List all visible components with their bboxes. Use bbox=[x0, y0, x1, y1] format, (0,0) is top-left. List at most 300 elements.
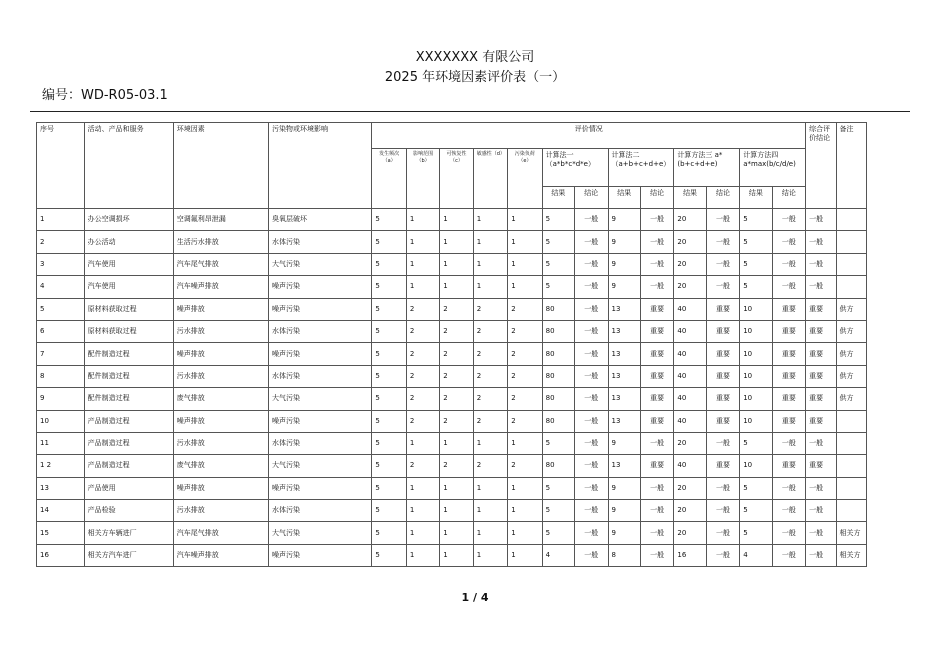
table-cell: 一般 bbox=[575, 209, 608, 231]
table-cell: 5 bbox=[542, 522, 574, 544]
header-conclusion: 结论 bbox=[706, 187, 739, 209]
table-cell: 13 bbox=[608, 343, 640, 365]
evaluation-table bbox=[36, 122, 867, 567]
page-number: 1 / 4 bbox=[461, 591, 489, 604]
table-cell: 重要 bbox=[706, 410, 739, 432]
table-cell: 5 bbox=[542, 253, 574, 275]
table-cell: 13 bbox=[608, 320, 640, 342]
company-name: XXXXXXX 有限公司 bbox=[415, 50, 535, 65]
table-row bbox=[37, 410, 867, 432]
table-cell: 一般 bbox=[575, 432, 608, 454]
table-cell: 13 bbox=[608, 365, 640, 387]
table-cell: 1 bbox=[473, 253, 507, 275]
table-cell: 16 bbox=[674, 544, 706, 566]
table-cell: 5 bbox=[740, 477, 772, 499]
table-cell: 水体污染 bbox=[269, 365, 372, 387]
table-cell: 20 bbox=[674, 477, 706, 499]
table-cell: 1 bbox=[406, 522, 439, 544]
table-cell: 汽车使用 bbox=[84, 253, 173, 275]
table-cell: 重要 bbox=[706, 455, 739, 477]
table-cell: 重要 bbox=[806, 388, 836, 410]
table-cell: 2 bbox=[440, 455, 473, 477]
header-activity: 活动、产品和服务 bbox=[84, 123, 173, 209]
table-cell: 1 bbox=[440, 432, 473, 454]
header-result: 结果 bbox=[542, 187, 574, 209]
table-cell: 2 bbox=[508, 410, 542, 432]
table-cell: 相关方 bbox=[836, 544, 866, 566]
table-cell: 重要 bbox=[772, 298, 806, 320]
table-cell: 重要 bbox=[772, 455, 806, 477]
table-cell: 水体污染 bbox=[269, 432, 372, 454]
table-cell: 3 bbox=[37, 253, 85, 275]
table-cell: 1 bbox=[508, 477, 542, 499]
table-cell: 5 bbox=[372, 365, 406, 387]
table-cell: 重要 bbox=[772, 410, 806, 432]
table-row bbox=[37, 544, 867, 566]
table-cell: 噪声污染 bbox=[269, 410, 372, 432]
table-cell: 重要 bbox=[806, 455, 836, 477]
table-cell: 重要 bbox=[806, 343, 836, 365]
table-cell: 1 bbox=[473, 477, 507, 499]
table-cell: 40 bbox=[674, 343, 706, 365]
table-cell: 一般 bbox=[575, 320, 608, 342]
header-method2: 计算法二（a+b+c+d+e） bbox=[608, 149, 674, 187]
table-cell: 2 bbox=[473, 410, 507, 432]
header-conclusion: 结论 bbox=[640, 187, 673, 209]
table-cell: 原材料获取过程 bbox=[84, 298, 173, 320]
table-cell: 一般 bbox=[772, 209, 806, 231]
table-cell: 汽车使用 bbox=[84, 276, 173, 298]
table-cell: 汽车尾气排放 bbox=[173, 253, 268, 275]
header-conclusion: 结论 bbox=[575, 187, 608, 209]
header-evaluation: 评价情况 bbox=[372, 123, 806, 149]
table-cell: 配件制造过程 bbox=[84, 365, 173, 387]
table-cell: 相关方汽车进厂 bbox=[84, 544, 173, 566]
table-cell: 2 bbox=[406, 298, 439, 320]
table-cell: 产品制造过程 bbox=[84, 455, 173, 477]
table-cell: 80 bbox=[542, 320, 574, 342]
table-body bbox=[37, 209, 867, 567]
table-cell: 13 bbox=[608, 410, 640, 432]
table-cell: 4 bbox=[542, 544, 574, 566]
table-cell: 汽车噪声排放 bbox=[173, 276, 268, 298]
table-cell bbox=[836, 231, 866, 253]
table-cell: 一般 bbox=[575, 253, 608, 275]
table-cell: 1 bbox=[473, 231, 507, 253]
table-cell: 40 bbox=[674, 410, 706, 432]
table-cell: 1 bbox=[473, 209, 507, 231]
document-code: 编号：WD-R05-03.1 bbox=[42, 88, 168, 103]
table-cell: 9 bbox=[608, 477, 640, 499]
table-cell: 13 bbox=[37, 477, 85, 499]
table-cell: 8 bbox=[608, 544, 640, 566]
table-cell: 2 bbox=[508, 298, 542, 320]
table-cell: 一般 bbox=[772, 544, 806, 566]
table-row bbox=[37, 231, 867, 253]
table-cell: 20 bbox=[674, 276, 706, 298]
table-cell: 一般 bbox=[640, 432, 673, 454]
table-cell: 1 bbox=[406, 209, 439, 231]
table-cell: 5 bbox=[740, 432, 772, 454]
table-cell: 13 bbox=[608, 455, 640, 477]
table-cell: 2 bbox=[406, 455, 439, 477]
table-cell: 一般 bbox=[806, 477, 836, 499]
table-cell: 一般 bbox=[575, 231, 608, 253]
table-cell: 臭氧层破坏 bbox=[269, 209, 372, 231]
table-cell: 2 bbox=[473, 320, 507, 342]
table-cell: 供方 bbox=[836, 320, 866, 342]
table-cell: 一般 bbox=[575, 343, 608, 365]
table-cell: 1 bbox=[406, 253, 439, 275]
table-cell: 一般 bbox=[640, 477, 673, 499]
table-cell: 一般 bbox=[806, 522, 836, 544]
table-cell: 噪声污染 bbox=[269, 477, 372, 499]
table-cell: 水体污染 bbox=[269, 320, 372, 342]
table-cell: 40 bbox=[674, 298, 706, 320]
table-cell: 产品制造过程 bbox=[84, 410, 173, 432]
table-cell: 1 bbox=[440, 477, 473, 499]
header-method1: 计算法一（a*b*c*d*e） bbox=[542, 149, 608, 187]
table-cell: 1 bbox=[473, 500, 507, 522]
table-cell: 原材料获取过程 bbox=[84, 320, 173, 342]
table-cell: 10 bbox=[740, 388, 772, 410]
table-cell: 1 bbox=[440, 253, 473, 275]
table-cell: 1 bbox=[473, 432, 507, 454]
table-cell: 5 bbox=[37, 298, 85, 320]
table-cell bbox=[836, 477, 866, 499]
table-cell: 1 bbox=[508, 522, 542, 544]
table-cell: 13 bbox=[608, 298, 640, 320]
table-cell: 一般 bbox=[575, 410, 608, 432]
table-cell bbox=[836, 253, 866, 275]
table-cell: 一般 bbox=[806, 432, 836, 454]
table-cell: 1 bbox=[508, 253, 542, 275]
table-cell: 供方 bbox=[836, 388, 866, 410]
table-cell: 一般 bbox=[640, 500, 673, 522]
table-cell: 5 bbox=[372, 209, 406, 231]
table-cell: 2 bbox=[440, 320, 473, 342]
table-cell: 2 bbox=[508, 320, 542, 342]
table-cell: 1 bbox=[406, 276, 439, 298]
table-cell: 2 bbox=[406, 343, 439, 365]
table-cell: 重要 bbox=[706, 320, 739, 342]
table-cell: 5 bbox=[542, 209, 574, 231]
table-cell: 重要 bbox=[706, 388, 739, 410]
table-cell: 2 bbox=[440, 410, 473, 432]
table-cell: 污水排放 bbox=[173, 320, 268, 342]
table-cell: 一般 bbox=[706, 209, 739, 231]
table-cell: 污水排放 bbox=[173, 432, 268, 454]
table-cell: 重要 bbox=[640, 320, 673, 342]
table-cell: 40 bbox=[674, 455, 706, 477]
table-cell: 13 bbox=[608, 388, 640, 410]
table-cell: 空调氟利昂泄漏 bbox=[173, 209, 268, 231]
table-row bbox=[37, 432, 867, 454]
header-result: 结果 bbox=[740, 187, 772, 209]
header-remark: 备注 bbox=[836, 123, 866, 209]
table-cell: 重要 bbox=[806, 320, 836, 342]
header-factor: 环境因素 bbox=[173, 123, 268, 209]
table-cell: 重要 bbox=[806, 298, 836, 320]
table-cell: 产品使用 bbox=[84, 477, 173, 499]
table-cell: 一般 bbox=[575, 388, 608, 410]
header-d: 敏感性（d） bbox=[473, 149, 507, 209]
table-cell: 9 bbox=[608, 432, 640, 454]
table-cell: 2 bbox=[406, 410, 439, 432]
table-cell: 80 bbox=[542, 365, 574, 387]
table-cell: 5 bbox=[542, 276, 574, 298]
table-cell: 1 bbox=[37, 209, 85, 231]
table-cell: 重要 bbox=[706, 343, 739, 365]
table-cell: 一般 bbox=[575, 500, 608, 522]
table-cell: 水体污染 bbox=[269, 231, 372, 253]
table-cell: 一般 bbox=[706, 276, 739, 298]
header-method3: 计算方法三 a*(b+c+d+e) bbox=[674, 149, 740, 187]
table-row bbox=[37, 209, 867, 231]
table-cell: 相关方 bbox=[836, 522, 866, 544]
table-cell: 噪声排放 bbox=[173, 343, 268, 365]
table-cell: 一般 bbox=[640, 276, 673, 298]
table-cell: 1 bbox=[406, 477, 439, 499]
table-row bbox=[37, 343, 867, 365]
table-cell: 5 bbox=[372, 410, 406, 432]
table-cell: 10 bbox=[740, 410, 772, 432]
table-cell: 一般 bbox=[640, 544, 673, 566]
table-cell: 噪声污染 bbox=[269, 298, 372, 320]
table-cell: 1 bbox=[508, 500, 542, 522]
table-cell: 2 bbox=[440, 298, 473, 320]
table-row bbox=[37, 365, 867, 387]
table-cell: 5 bbox=[372, 388, 406, 410]
table-cell: 一般 bbox=[772, 522, 806, 544]
header-result: 结果 bbox=[674, 187, 706, 209]
table-cell: 10 bbox=[740, 365, 772, 387]
table-cell: 2 bbox=[473, 388, 507, 410]
table-cell: 80 bbox=[542, 343, 574, 365]
table-cell: 一般 bbox=[772, 432, 806, 454]
table-cell: 1 bbox=[473, 276, 507, 298]
table-cell: 1 bbox=[440, 500, 473, 522]
table-cell: 7 bbox=[37, 343, 85, 365]
table-cell: 配件制造过程 bbox=[84, 388, 173, 410]
table-cell: 1 bbox=[406, 500, 439, 522]
header-e: 污染负荷（e） bbox=[508, 149, 542, 209]
table-cell: 5 bbox=[372, 432, 406, 454]
table-cell: 2 bbox=[508, 343, 542, 365]
table-cell: 废气排放 bbox=[173, 388, 268, 410]
table-cell: 一般 bbox=[706, 544, 739, 566]
table-cell: 一般 bbox=[772, 253, 806, 275]
table-cell: 一般 bbox=[640, 253, 673, 275]
table-cell: 1 bbox=[440, 276, 473, 298]
header-result: 结果 bbox=[608, 187, 640, 209]
table-cell: 污水排放 bbox=[173, 500, 268, 522]
table-cell: 1 bbox=[508, 231, 542, 253]
table-cell: 9 bbox=[37, 388, 85, 410]
table-cell: 2 bbox=[440, 343, 473, 365]
table-cell: 4 bbox=[740, 544, 772, 566]
table-cell: 一般 bbox=[806, 544, 836, 566]
table-cell: 重要 bbox=[706, 365, 739, 387]
table-cell: 1 bbox=[473, 522, 507, 544]
table-cell: 10 bbox=[740, 343, 772, 365]
table-cell: 6 bbox=[37, 320, 85, 342]
table-cell: 一般 bbox=[772, 231, 806, 253]
table-cell: 2 bbox=[406, 320, 439, 342]
table-cell: 一般 bbox=[706, 231, 739, 253]
table-cell bbox=[836, 500, 866, 522]
table-cell: 产品检验 bbox=[84, 500, 173, 522]
table-cell: 10 bbox=[740, 298, 772, 320]
table-cell: 5 bbox=[372, 320, 406, 342]
table-row bbox=[37, 455, 867, 477]
header-conclusion: 结论 bbox=[772, 187, 806, 209]
table-cell: 一般 bbox=[706, 432, 739, 454]
table-cell: 5 bbox=[372, 477, 406, 499]
header-overall: 综合评价结论 bbox=[806, 123, 836, 209]
table-cell: 11 bbox=[37, 432, 85, 454]
table-cell: 重要 bbox=[772, 343, 806, 365]
table-cell: 汽车噪声排放 bbox=[173, 544, 268, 566]
table-cell: 1 bbox=[440, 544, 473, 566]
table-cell: 8 bbox=[37, 365, 85, 387]
table-row bbox=[37, 522, 867, 544]
table-cell: 1 bbox=[508, 276, 542, 298]
table-cell: 2 bbox=[440, 388, 473, 410]
header-method4: 计算方法四 a*max(b/c/d/e) bbox=[740, 149, 806, 187]
table-cell: 80 bbox=[542, 455, 574, 477]
table-cell: 1 bbox=[440, 522, 473, 544]
table-cell: 一般 bbox=[806, 276, 836, 298]
table-cell: 9 bbox=[608, 276, 640, 298]
header-b: 影响范围（b） bbox=[406, 149, 439, 209]
table-cell: 5 bbox=[542, 432, 574, 454]
table-cell: 5 bbox=[372, 276, 406, 298]
table-cell: 重要 bbox=[640, 455, 673, 477]
header-impact: 污染物或环境影响 bbox=[269, 123, 372, 209]
table-cell: 重要 bbox=[640, 410, 673, 432]
table-cell: 一般 bbox=[772, 500, 806, 522]
table-cell: 80 bbox=[542, 298, 574, 320]
table-cell: 相关方车辆进厂 bbox=[84, 522, 173, 544]
header-seq: 序号 bbox=[37, 123, 85, 209]
table-cell: 重要 bbox=[772, 320, 806, 342]
table-cell: 重要 bbox=[772, 365, 806, 387]
table-cell: 一般 bbox=[575, 365, 608, 387]
table-cell: 一般 bbox=[575, 477, 608, 499]
table-cell: 10 bbox=[740, 320, 772, 342]
table-cell: 2 bbox=[508, 455, 542, 477]
table-row bbox=[37, 276, 867, 298]
table-cell: 5 bbox=[372, 455, 406, 477]
table-cell: 供方 bbox=[836, 365, 866, 387]
table-cell: 1 bbox=[440, 231, 473, 253]
table-cell: 40 bbox=[674, 320, 706, 342]
table-cell: 20 bbox=[674, 253, 706, 275]
table-cell: 4 bbox=[37, 276, 85, 298]
table-cell: 5 bbox=[542, 231, 574, 253]
table-cell: 5 bbox=[740, 522, 772, 544]
table-cell: 20 bbox=[674, 500, 706, 522]
table-cell: 2 bbox=[508, 388, 542, 410]
table-cell: 20 bbox=[674, 432, 706, 454]
table-cell: 办公空调损坏 bbox=[84, 209, 173, 231]
table-cell: 大气污染 bbox=[269, 253, 372, 275]
table-cell: 重要 bbox=[640, 388, 673, 410]
table-row bbox=[37, 500, 867, 522]
table-cell: 办公活动 bbox=[84, 231, 173, 253]
table-cell: 9 bbox=[608, 253, 640, 275]
table-cell: 16 bbox=[37, 544, 85, 566]
table-cell: 噪声排放 bbox=[173, 298, 268, 320]
table-cell: 2 bbox=[508, 365, 542, 387]
table-cell: 一般 bbox=[575, 455, 608, 477]
table-cell bbox=[836, 276, 866, 298]
table-cell: 一般 bbox=[575, 298, 608, 320]
table-cell bbox=[836, 410, 866, 432]
table-cell: 2 bbox=[406, 388, 439, 410]
table-cell: 配件制造过程 bbox=[84, 343, 173, 365]
table-cell: 20 bbox=[674, 209, 706, 231]
table-cell: 1 bbox=[406, 432, 439, 454]
table-cell: 5 bbox=[372, 544, 406, 566]
table-cell: 9 bbox=[608, 522, 640, 544]
table-cell: 1 2 bbox=[37, 455, 85, 477]
table-cell: 污水排放 bbox=[173, 365, 268, 387]
table-cell: 一般 bbox=[706, 477, 739, 499]
table-row bbox=[37, 253, 867, 275]
table-cell: 2 bbox=[473, 298, 507, 320]
table-cell: 1 bbox=[473, 544, 507, 566]
table-cell: 噪声污染 bbox=[269, 544, 372, 566]
table-cell: 一般 bbox=[575, 522, 608, 544]
table-cell: 20 bbox=[674, 231, 706, 253]
table-cell: 产品制造过程 bbox=[84, 432, 173, 454]
table-cell: 2 bbox=[37, 231, 85, 253]
table-cell: 40 bbox=[674, 365, 706, 387]
table-cell: 一般 bbox=[640, 231, 673, 253]
table-cell: 5 bbox=[542, 500, 574, 522]
table-cell: 废气排放 bbox=[173, 455, 268, 477]
table-cell: 一般 bbox=[706, 500, 739, 522]
table-cell: 大气污染 bbox=[269, 388, 372, 410]
table-cell: 一般 bbox=[772, 477, 806, 499]
table-cell: 汽车尾气排放 bbox=[173, 522, 268, 544]
table-cell: 80 bbox=[542, 388, 574, 410]
table-cell: 噪声排放 bbox=[173, 410, 268, 432]
table-cell: 2 bbox=[440, 365, 473, 387]
table-cell: 9 bbox=[608, 209, 640, 231]
table-cell: 5 bbox=[740, 209, 772, 231]
table-cell bbox=[836, 209, 866, 231]
table-cell: 20 bbox=[674, 522, 706, 544]
table-cell: 5 bbox=[372, 298, 406, 320]
table-row bbox=[37, 388, 867, 410]
table-cell: 一般 bbox=[772, 276, 806, 298]
table-cell: 1 bbox=[508, 209, 542, 231]
table-cell: 1 bbox=[440, 209, 473, 231]
table-cell: 5 bbox=[740, 253, 772, 275]
table-cell: 噪声污染 bbox=[269, 343, 372, 365]
table-cell: 噪声污染 bbox=[269, 276, 372, 298]
table-cell: 5 bbox=[542, 477, 574, 499]
table-cell: 40 bbox=[674, 388, 706, 410]
table-cell: 一般 bbox=[575, 544, 608, 566]
table-cell: 2 bbox=[473, 343, 507, 365]
header-divider bbox=[30, 111, 910, 112]
table-cell: 一般 bbox=[806, 231, 836, 253]
table-cell bbox=[836, 455, 866, 477]
